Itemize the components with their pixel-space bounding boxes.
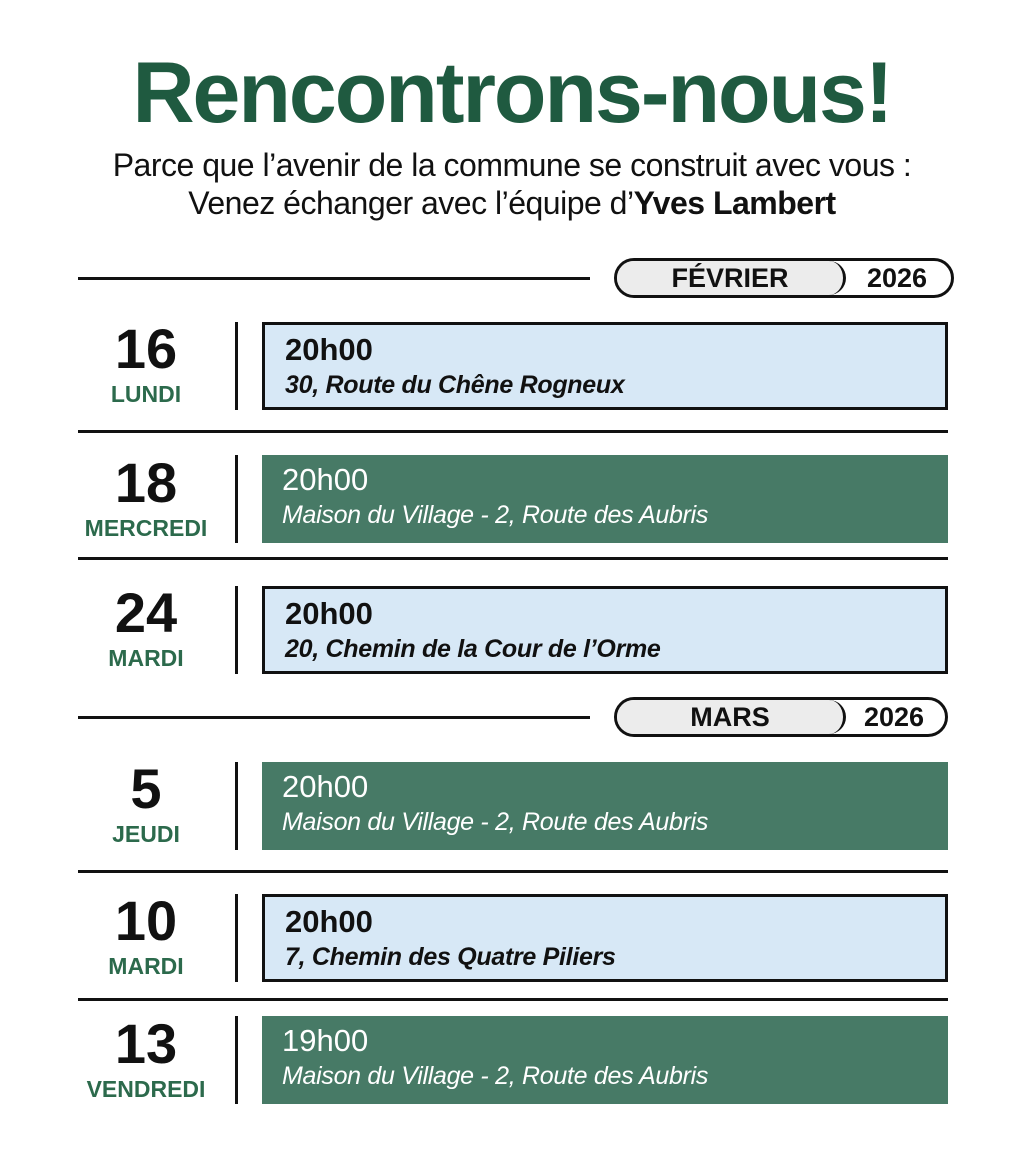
date-separator: [235, 894, 238, 982]
event-card: [262, 762, 948, 850]
page-subtitle: [0, 146, 1024, 222]
event-date: [60, 582, 232, 672]
event-time: 20h00: [282, 769, 369, 804]
weekday-label: MARDI: [108, 645, 184, 671]
date-separator: [235, 322, 238, 410]
row-divider: [78, 998, 948, 1001]
event-date: [60, 1013, 232, 1103]
month-divider-rule: [78, 716, 590, 719]
day-number: 13: [114, 1012, 178, 1075]
event-card: [262, 322, 948, 410]
day-number: 24: [114, 581, 178, 644]
month-divider-rule: [78, 277, 590, 280]
candidate-name: Yves Lambert: [633, 185, 836, 221]
day-number: 10: [114, 889, 178, 952]
month-name: FÉVRIER: [617, 261, 846, 295]
event-time: 20h00: [285, 904, 373, 939]
row-divider: [78, 557, 948, 560]
event-date: [60, 758, 232, 848]
event-card: [262, 586, 948, 674]
event-location: 20, Chemin de la Cour de l’Orme: [285, 635, 661, 663]
event-location: Maison du Village - 2, Route des Aubris: [282, 1062, 709, 1090]
weekday-label: MARDI: [108, 953, 184, 979]
weekday-label: JEUDI: [112, 821, 180, 847]
date-separator: [235, 455, 238, 543]
date-separator: [235, 586, 238, 674]
event-location: Maison du Village - 2, Route des Aubris: [282, 501, 709, 529]
day-number: 5: [130, 757, 162, 820]
month-year: 2026: [863, 702, 925, 732]
event-time: 20h00: [285, 332, 373, 367]
event-location: 30, Route du Chêne Rogneux: [285, 371, 625, 399]
date-separator: [235, 762, 238, 850]
subtitle-line-1: Parce que l’avenir de la commune se construit avec vous :: [112, 147, 912, 183]
event-location: 7, Chemin des Quatre Piliers: [285, 943, 616, 971]
month-year: 2026: [866, 263, 928, 293]
row-divider: [78, 430, 948, 433]
month-badge: [614, 697, 948, 737]
page-title: Rencontrons-nous!: [132, 45, 892, 141]
weekday-label: VENDREDI: [86, 1076, 206, 1102]
event-time: 20h00: [282, 462, 369, 497]
subtitle-line-2: [0, 184, 1024, 222]
day-number: 18: [114, 451, 178, 514]
event-time: 19h00: [282, 1023, 369, 1058]
event-time: 20h00: [285, 596, 373, 631]
event-date: [60, 890, 232, 980]
month-badge: [614, 258, 954, 298]
date-separator: [235, 1016, 238, 1104]
month-name: MARS: [617, 700, 846, 734]
event-date: [60, 318, 232, 408]
weekday-label: LUNDI: [110, 381, 182, 407]
subtitle-prefix: Venez échanger avec l’équipe d’: [188, 185, 634, 221]
row-divider: [78, 870, 948, 873]
event-card: [262, 1016, 948, 1104]
weekday-label: MERCREDI: [84, 515, 208, 541]
event-card: [262, 455, 948, 543]
day-number: 16: [114, 317, 178, 380]
event-date: [60, 452, 232, 542]
event-card: [262, 894, 948, 982]
event-location: Maison du Village - 2, Route des Aubris: [282, 808, 709, 836]
